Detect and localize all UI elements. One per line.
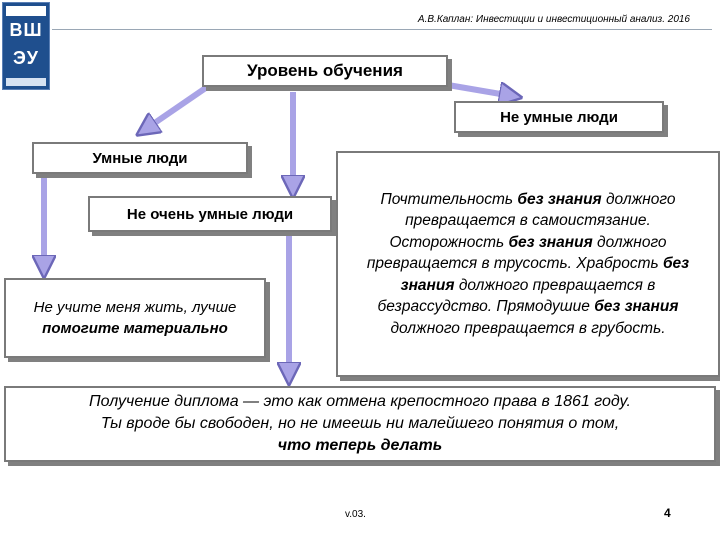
cq-s2c: должного превращается в трусость. Храбрость [366,233,667,273]
diploma-emphasis: что теперь делать [277,437,443,454]
diploma-line-1: Получение диплома — это как отмена крепостного права в 1861 году. [89,393,631,410]
confucius-quote-text [348,189,708,340]
arrow-root-to-not-smart [448,85,518,97]
diploma-quote [4,386,716,462]
logo-top-glyphs: ВШ [9,20,43,40]
header-citation: А.В.Каплан: Инвестиции и инвестиционный анализ. 2016 [417,14,690,25]
cq-s3c: должного превращается в безрассудство. Прямодушие [377,276,656,316]
cq-s1b: без знания [517,190,602,208]
confucius-quote [336,151,720,377]
cq-s4b: без знания [594,298,679,316]
cq-s1c: должного превращается в самоистязание. Осторожность [389,190,676,251]
arrow-root-to-smart [140,85,210,133]
node-not-smart-people: Не умные люди [454,101,664,133]
smart-quote-plain: Не учите меня жить, лучше [33,299,237,316]
cq-s2b: без знания [508,233,593,251]
page-number: 4 [664,506,671,520]
smart-quote-text [28,297,242,339]
cq-s4c: должного превращается в грубость. [390,319,666,337]
cq-s1a: Почтительность [380,190,518,208]
cq-s3b: без знания [400,255,690,294]
version-code: v.03. [345,509,366,520]
root-node-learning-level: Уровень обучения [202,55,448,87]
smart-people-quote [4,278,266,358]
node-smart-people: Умные люди [32,142,248,174]
smart-quote-emphasis: помогите материально [42,320,228,337]
logo-bottom-glyphs: ЭУ [12,48,39,68]
node-not-very-smart-people: Не очень умные люди [88,196,332,232]
diploma-line-2: Ты вроде бы свободен, но не имеешь ни малейшего понятия о том, [100,415,620,432]
